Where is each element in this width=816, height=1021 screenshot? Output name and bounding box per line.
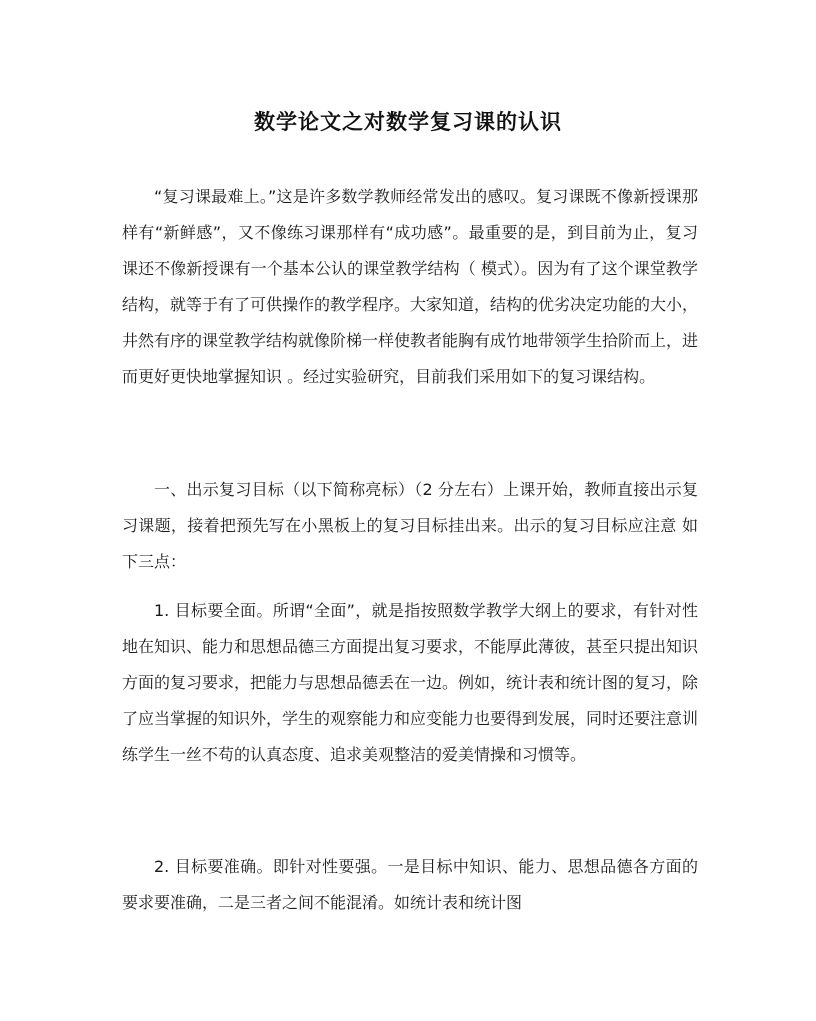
paragraph-section-one: 一、出示复习目标（以下简称亮标）（2 分左右）上课开始，教师直接出示复习课题，接着把预先写在小黑板上的复习目标挂出来。出示的复习目标应注意 如下三点： xyxy=(122,480,698,571)
paragraph-point-two: 2. 目标要准确。即针对性要强。一是目标中知识、能力、思想品德各方面的要求要准确，二是三者之间不能混淆。如统计表和统计图 xyxy=(122,857,698,912)
document-title: 数学论文之对数学复习课的认识 xyxy=(254,109,562,134)
paragraph-intro: “复习课最难上。”这是许多数学教师经常发出的感叹。复习课既不像新授课那样有“新鲜感”，又不像练习课那样有“成功感”。最重要的是，到目前为止，复习课还不像新授课有一个基本公认的课堂教学结构（ 模式）。因为有了这个课堂教学结构，就等于有了可供操作的教学程序。大家知道，结构的优劣决定功能的大小，井然有序的课堂教学结构就像阶梯一样使教者能胸有成竹地带领学生拾阶而上，进而更好更快地掌握知识 。经过实验研究，目前我们采用如下的复习课结构。 xyxy=(122,187,699,386)
paragraph-point-one: 1. 目标要全面。所谓“全面”，就是指按照数学教学大纲上的要求，有针对性地在知识、能力和思想品德三方面提出复习要求，不能厚此薄彼，甚至只提出知识方面的复习要求，把能力与思想品德丢在一边。例如，统计表和统计图的复习，除了应当掌握的知识外，学生的观察能力和应变能力也要得到发展，同时还要注意训练学生一丝不苟的认真态度、追求美观整洁的爱美情操和习惯等。 xyxy=(122,601,699,764)
